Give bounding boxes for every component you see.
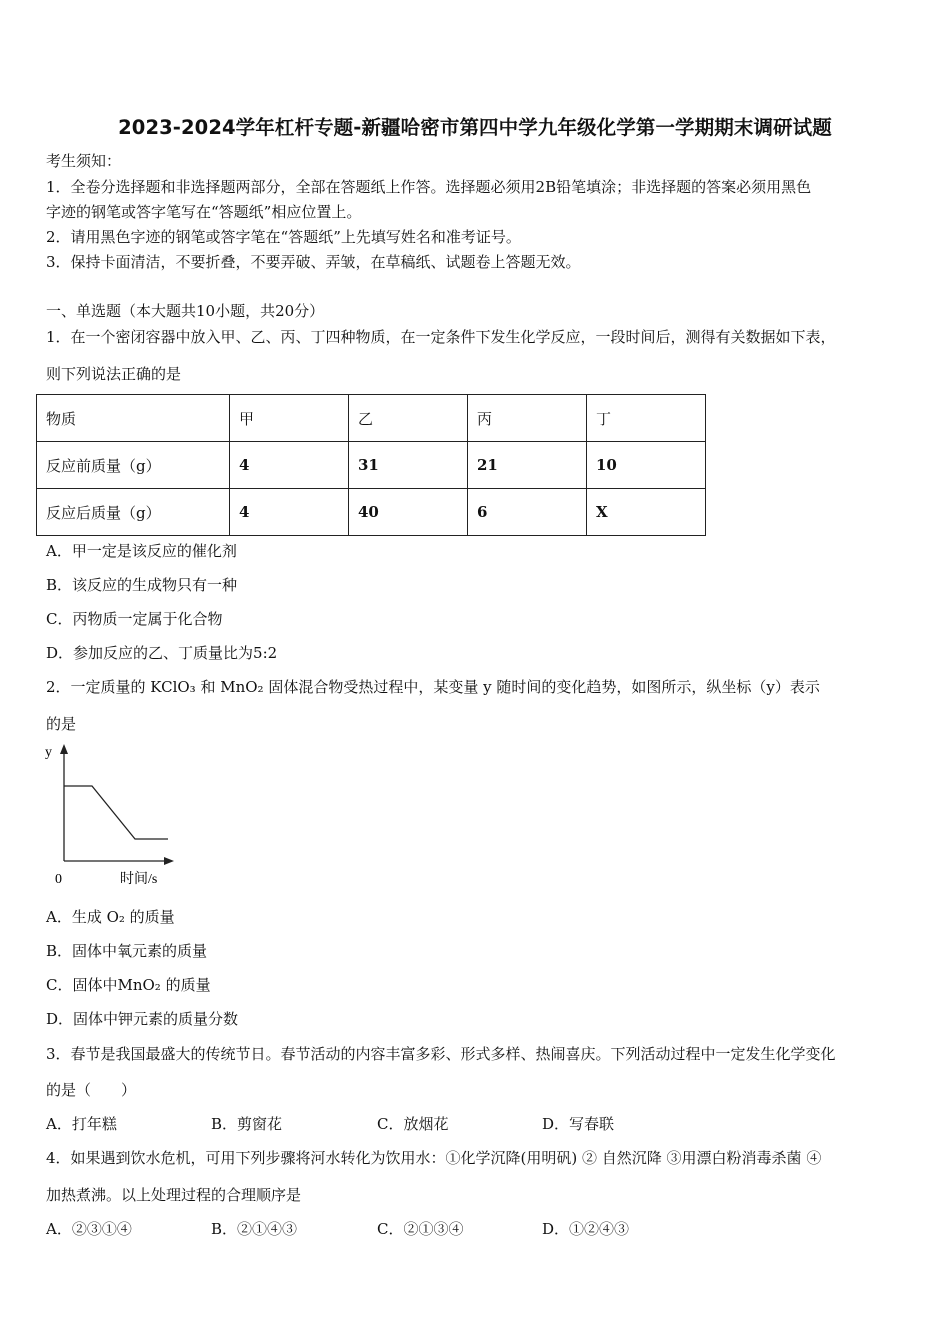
table-cell: 反应后质量（g） bbox=[37, 489, 230, 536]
q3-stem-line2: 的是（ ） bbox=[46, 1081, 137, 1099]
trend-line bbox=[64, 786, 168, 839]
table-cell: 31 bbox=[349, 442, 468, 489]
q1-stem-line2: 则下列说法正确的是 bbox=[46, 365, 182, 383]
table-cell: 4 bbox=[230, 489, 349, 536]
q2-stem-line1: 2．一定质量的 KClO₃ 和 MnO₂ 固体混合物受热过程中，某变量 y 随时间的变化趋势，如图所示，纵坐标（y）表示 bbox=[46, 678, 820, 696]
notice-heading: 考生须知： bbox=[46, 152, 122, 170]
table-cell: 40 bbox=[349, 489, 468, 536]
q4-option-d: D．①②④③ bbox=[542, 1220, 630, 1238]
q3-stem-line1: 3．春节是我国最盛大的传统节日。春节活动的内容丰富多彩、形式多样、热闹喜庆。下列活动过程中一定发生化学变化 bbox=[46, 1045, 836, 1063]
table-row bbox=[37, 489, 706, 536]
section-heading: 一、单选题（本大题共10小题，共20分） bbox=[46, 302, 325, 320]
table-cell: 甲 bbox=[230, 395, 349, 442]
x-axis-arrow bbox=[164, 857, 174, 865]
x-axis-label: 时间/s bbox=[120, 872, 158, 887]
q1-option-d: D．参加反应的乙、丁质量比为5:2 bbox=[46, 644, 278, 662]
q1-stem-line1: 1．在一个密闭容器中放入甲、乙、丙、丁四种物质，在一定条件下发生化学反应，一段时间后，测得有关数据如下表， bbox=[46, 328, 836, 346]
table-cell: X bbox=[587, 489, 706, 536]
q4-stem-line1: 4．如果遇到饮水危机，可用下列步骤将河水转化为饮用水：①化学沉降(用明矾) ② 自然沉降 ③用漂白粉消毒杀菌 ④ bbox=[46, 1149, 822, 1167]
notice-item-2: 2．请用黑色字迹的钢笔或答字笔在“答题纸”上先填写姓名和准考证号。 bbox=[46, 228, 521, 246]
table-cell: 10 bbox=[587, 442, 706, 489]
q1-option-a: A．甲一定是该反应的催化剂 bbox=[46, 542, 237, 560]
table-cell: 4 bbox=[230, 442, 349, 489]
table-cell: 丁 bbox=[587, 395, 706, 442]
table-header-row bbox=[37, 395, 706, 442]
y-axis-arrow bbox=[60, 744, 68, 754]
q4-option-b: B．②①④③ bbox=[211, 1220, 298, 1238]
notice-item-1: 1．全卷分选择题和非选择题两部分，全部在答题纸上作答。选择题必须用2B铅笔填涂；非选择题的答案必须用黑色 bbox=[46, 178, 812, 196]
q2-stem-line2: 的是 bbox=[46, 715, 77, 733]
table-cell: 乙 bbox=[349, 395, 468, 442]
table-cell: 21 bbox=[468, 442, 587, 489]
q1-option-b: B．该反应的生成物只有一种 bbox=[46, 576, 238, 594]
q4-option-a: A．②③①④ bbox=[46, 1220, 132, 1238]
table-cell: 6 bbox=[468, 489, 587, 536]
q2-option-b: B．固体中氧元素的质量 bbox=[46, 942, 208, 960]
q2-option-c: C．固体中MnO₂ 的质量 bbox=[46, 976, 211, 994]
q1-data-table bbox=[36, 394, 706, 536]
page-title: 2023-2024学年杠杆专题-新疆哈密市第四中学九年级化学第一学期期末调研试题 bbox=[118, 116, 832, 139]
table-cell: 物质 bbox=[37, 395, 230, 442]
q4-stem-line2: 加热煮沸。以上处理过程的合理顺序是 bbox=[46, 1186, 302, 1204]
q2-graph bbox=[40, 742, 185, 890]
table-cell: 丙 bbox=[468, 395, 587, 442]
q3-option-c: C．放烟花 bbox=[377, 1115, 449, 1133]
q2-option-d: D．固体中钾元素的质量分数 bbox=[46, 1010, 239, 1028]
origin-label: 0 bbox=[55, 872, 62, 887]
q1-option-c: C．丙物质一定属于化合物 bbox=[46, 610, 223, 628]
notice-item-1-cont: 字迹的钢笔或答字笔写在“答题纸”相应位置上。 bbox=[46, 203, 362, 221]
y-axis-label: y bbox=[45, 745, 52, 760]
notice-item-3: 3．保持卡面清洁，不要折叠，不要弄破、弄皱，在草稿纸、试题卷上答题无效。 bbox=[46, 253, 581, 271]
table-row bbox=[37, 442, 706, 489]
q3-option-d: D．写春联 bbox=[542, 1115, 615, 1133]
table-cell: 反应前质量（g） bbox=[37, 442, 230, 489]
q2-option-a: A．生成 O₂ 的质量 bbox=[46, 908, 175, 926]
q3-option-a: A．打年糕 bbox=[46, 1115, 117, 1133]
q3-option-b: B．剪窗花 bbox=[211, 1115, 283, 1133]
q4-option-c: C．②①③④ bbox=[377, 1220, 464, 1238]
